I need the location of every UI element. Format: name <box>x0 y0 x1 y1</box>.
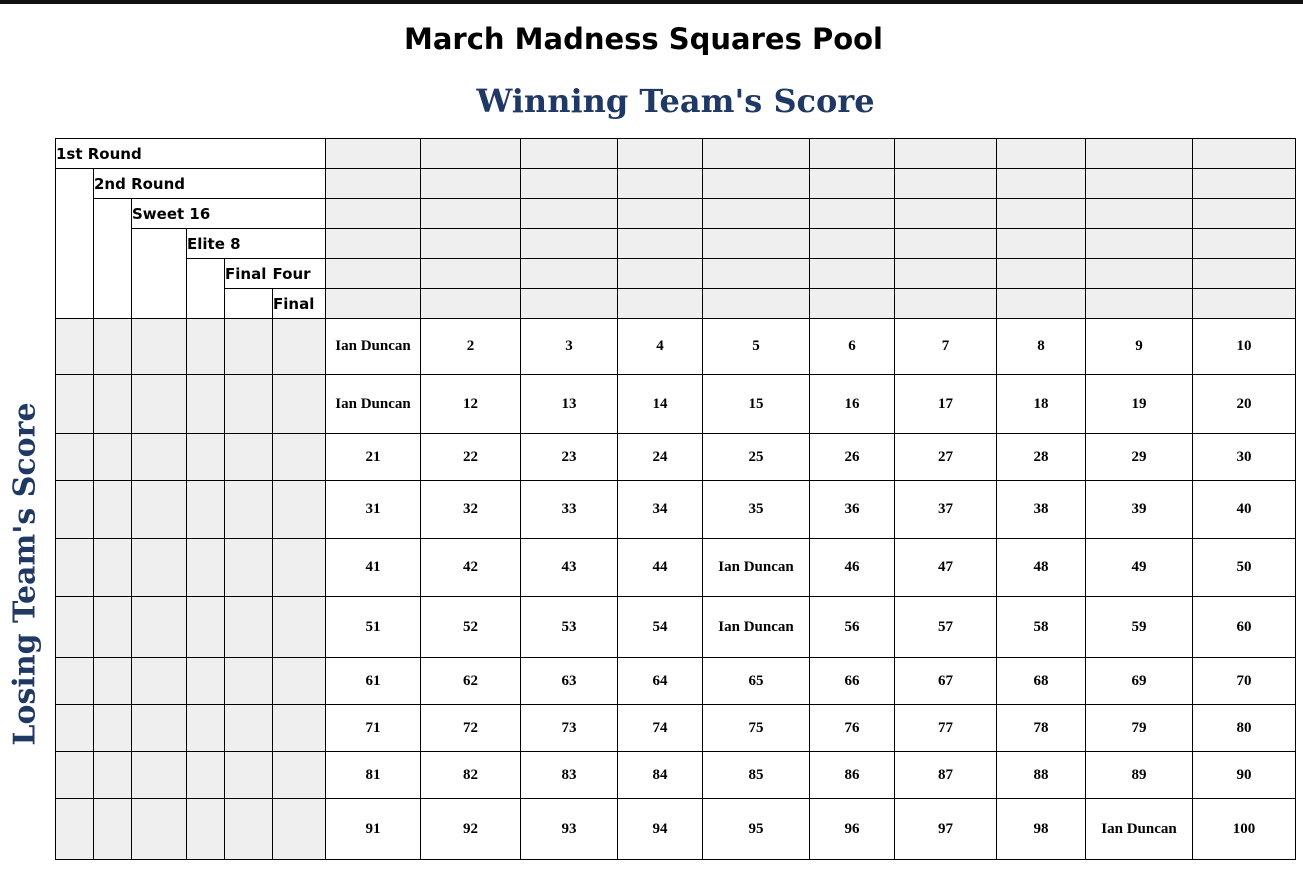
losing-digit-cell[interactable] <box>225 375 273 434</box>
square-row <box>56 319 1296 375</box>
round-indent-cell <box>187 259 225 319</box>
winning-digit-cell[interactable] <box>895 259 997 289</box>
square-cell[interactable]: 89 <box>1086 752 1193 799</box>
losing-digit-cell[interactable] <box>56 434 94 481</box>
losing-digit-cell[interactable] <box>94 799 132 860</box>
square-cell[interactable]: 76 <box>810 705 895 752</box>
losing-digit-cell[interactable] <box>187 597 225 658</box>
square-cell[interactable]: 32 <box>421 481 521 539</box>
winning-digit-cell[interactable] <box>703 199 810 229</box>
square-cell[interactable]: Ian Duncan <box>703 597 810 658</box>
winning-digit-cell[interactable] <box>521 289 618 319</box>
losing-digit-cell[interactable] <box>56 799 94 860</box>
losing-digit-cell[interactable] <box>132 658 187 705</box>
losing-digit-cell[interactable] <box>225 597 273 658</box>
losing-digit-cell[interactable] <box>56 375 94 434</box>
square-cell[interactable]: 75 <box>703 705 810 752</box>
losing-digit-cell[interactable] <box>94 375 132 434</box>
square-cell[interactable]: 38 <box>997 481 1086 539</box>
square-cell[interactable]: 84 <box>618 752 703 799</box>
winning-digit-cell[interactable] <box>1086 199 1193 229</box>
winning-digit-cell[interactable] <box>326 229 421 259</box>
losing-digit-cell[interactable] <box>225 434 273 481</box>
square-cell[interactable]: 49 <box>1086 539 1193 597</box>
losing-digit-cell[interactable] <box>56 705 94 752</box>
losing-digit-cell[interactable] <box>56 481 94 539</box>
losing-digit-cell[interactable] <box>225 319 273 375</box>
square-cell[interactable]: Ian Duncan <box>326 319 421 375</box>
losing-digit-cell[interactable] <box>273 481 326 539</box>
square-cell[interactable]: 91 <box>326 799 421 860</box>
square-cell[interactable]: 72 <box>421 705 521 752</box>
winning-digit-cell[interactable] <box>997 259 1086 289</box>
losing-digit-cell[interactable] <box>273 658 326 705</box>
square-row <box>56 658 1296 705</box>
winning-digit-cell[interactable] <box>521 139 618 169</box>
window-top-border <box>0 0 1303 4</box>
losing-digit-cell[interactable] <box>187 799 225 860</box>
winning-digit-cell[interactable] <box>810 199 895 229</box>
losing-digit-cell[interactable] <box>132 539 187 597</box>
square-cell[interactable]: 36 <box>810 481 895 539</box>
square-cell[interactable]: 94 <box>618 799 703 860</box>
losing-digit-cell[interactable] <box>273 375 326 434</box>
square-cell[interactable]: 20 <box>1193 375 1296 434</box>
losing-digit-cell[interactable] <box>187 434 225 481</box>
square-cell[interactable]: 57 <box>895 597 997 658</box>
square-cell[interactable]: 65 <box>703 658 810 705</box>
square-cell[interactable]: 9 <box>1086 319 1193 375</box>
square-cell[interactable]: 34 <box>618 481 703 539</box>
square-cell[interactable]: 14 <box>618 375 703 434</box>
square-cell[interactable]: Ian Duncan <box>1086 799 1193 860</box>
square-cell[interactable]: 51 <box>326 597 421 658</box>
winning-digit-cell[interactable] <box>997 289 1086 319</box>
square-cell[interactable]: 100 <box>1193 799 1296 860</box>
square-cell[interactable]: 27 <box>895 434 997 481</box>
square-row <box>56 539 1296 597</box>
square-cell[interactable]: 25 <box>703 434 810 481</box>
losing-digit-cell[interactable] <box>187 752 225 799</box>
winning-digit-cell[interactable] <box>895 139 997 169</box>
square-cell[interactable]: 40 <box>1193 481 1296 539</box>
square-row <box>56 597 1296 658</box>
round-label: Sweet 16 <box>132 199 326 229</box>
square-cell[interactable]: 54 <box>618 597 703 658</box>
winning-score-axis-label: Winning Team's Score <box>476 82 875 120</box>
winning-digit-cell[interactable] <box>810 229 895 259</box>
square-cell[interactable]: 16 <box>810 375 895 434</box>
square-cell[interactable]: 64 <box>618 658 703 705</box>
losing-digit-cell[interactable] <box>187 375 225 434</box>
losing-digit-cell[interactable] <box>187 319 225 375</box>
losing-digit-cell[interactable] <box>187 539 225 597</box>
square-cell[interactable]: 13 <box>521 375 618 434</box>
winning-digit-cell[interactable] <box>1086 259 1193 289</box>
square-cell[interactable]: 60 <box>1193 597 1296 658</box>
square-cell[interactable]: 33 <box>521 481 618 539</box>
winning-digit-cell[interactable] <box>1193 139 1296 169</box>
winning-digit-cell[interactable] <box>421 139 521 169</box>
square-cell[interactable]: 52 <box>421 597 521 658</box>
winning-digit-cell[interactable] <box>997 139 1086 169</box>
losing-digit-cell[interactable] <box>94 434 132 481</box>
square-cell[interactable]: 92 <box>421 799 521 860</box>
losing-digit-cell[interactable] <box>94 539 132 597</box>
square-cell[interactable]: 2 <box>421 319 521 375</box>
round-label: Final <box>225 259 273 289</box>
losing-digit-cell[interactable] <box>56 658 94 705</box>
square-rows <box>56 319 1296 860</box>
winning-digit-cell[interactable] <box>895 229 997 259</box>
winning-digit-cell[interactable] <box>997 169 1086 199</box>
square-cell[interactable]: 29 <box>1086 434 1193 481</box>
square-cell[interactable]: 59 <box>1086 597 1193 658</box>
losing-digit-cell[interactable] <box>94 658 132 705</box>
square-cell[interactable]: 61 <box>326 658 421 705</box>
square-cell[interactable]: 85 <box>703 752 810 799</box>
square-cell[interactable]: 3 <box>521 319 618 375</box>
winning-digit-cell[interactable] <box>703 289 810 319</box>
square-cell[interactable]: 90 <box>1193 752 1296 799</box>
winning-digit-cell[interactable] <box>703 169 810 199</box>
winning-digit-cell[interactable] <box>997 199 1086 229</box>
losing-digit-cell[interactable] <box>225 658 273 705</box>
square-cell[interactable]: 66 <box>810 658 895 705</box>
square-cell[interactable]: 68 <box>997 658 1086 705</box>
winning-digit-cell[interactable] <box>1193 289 1296 319</box>
square-cell[interactable]: 69 <box>1086 658 1193 705</box>
losing-digit-cell[interactable] <box>56 752 94 799</box>
square-cell[interactable]: 86 <box>810 752 895 799</box>
winning-digit-cell[interactable] <box>521 169 618 199</box>
square-cell[interactable]: 62 <box>421 658 521 705</box>
square-row <box>56 434 1296 481</box>
losing-digit-cell[interactable] <box>225 481 273 539</box>
square-cell[interactable]: 87 <box>895 752 997 799</box>
losing-digit-cell[interactable] <box>273 319 326 375</box>
square-cell[interactable]: 67 <box>895 658 997 705</box>
round-indent-cell <box>94 199 132 319</box>
square-cell[interactable]: 39 <box>1086 481 1193 539</box>
round-label: Four <box>273 259 326 289</box>
square-cell[interactable]: 44 <box>618 539 703 597</box>
round-header-row <box>56 199 1296 229</box>
square-cell[interactable]: 83 <box>521 752 618 799</box>
losing-digit-cell[interactable] <box>225 705 273 752</box>
winning-digit-cell[interactable] <box>421 199 521 229</box>
winning-digit-cell[interactable] <box>618 169 703 199</box>
winning-digit-cell[interactable] <box>810 289 895 319</box>
square-cell[interactable]: 15 <box>703 375 810 434</box>
square-cell[interactable]: 24 <box>618 434 703 481</box>
square-cell[interactable]: 30 <box>1193 434 1296 481</box>
winning-digit-cell[interactable] <box>895 289 997 319</box>
square-cell[interactable]: 41 <box>326 539 421 597</box>
losing-score-axis-label: Losing Team's Score <box>7 402 43 746</box>
square-cell[interactable]: 79 <box>1086 705 1193 752</box>
square-cell[interactable]: 7 <box>895 319 997 375</box>
losing-digit-cell[interactable] <box>225 799 273 860</box>
losing-digit-cell[interactable] <box>94 597 132 658</box>
winning-digit-cell[interactable] <box>1086 229 1193 259</box>
square-cell[interactable]: 50 <box>1193 539 1296 597</box>
square-cell[interactable]: 17 <box>895 375 997 434</box>
losing-digit-cell[interactable] <box>94 705 132 752</box>
square-cell[interactable]: 71 <box>326 705 421 752</box>
losing-digit-cell[interactable] <box>132 319 187 375</box>
winning-digit-cell[interactable] <box>326 199 421 229</box>
losing-digit-cell[interactable] <box>132 799 187 860</box>
square-cell[interactable]: Ian Duncan <box>326 375 421 434</box>
square-cell[interactable]: 6 <box>810 319 895 375</box>
losing-digit-cell[interactable] <box>94 481 132 539</box>
square-cell[interactable]: 5 <box>703 319 810 375</box>
round-header-row <box>56 139 1296 169</box>
losing-digit-cell[interactable] <box>56 597 94 658</box>
winning-digit-cell[interactable] <box>421 289 521 319</box>
winning-digit-cell[interactable] <box>521 199 618 229</box>
square-cell[interactable]: 74 <box>618 705 703 752</box>
round-header-row <box>56 169 1296 199</box>
round-header-row <box>56 289 1296 319</box>
losing-digit-cell[interactable] <box>132 481 187 539</box>
winning-digit-cell[interactable] <box>618 229 703 259</box>
square-cell[interactable]: 4 <box>618 319 703 375</box>
square-row <box>56 752 1296 799</box>
winning-digit-cell[interactable] <box>703 139 810 169</box>
square-cell[interactable]: 47 <box>895 539 997 597</box>
losing-digit-cell[interactable] <box>273 752 326 799</box>
round-indent-cell <box>132 229 187 319</box>
square-cell[interactable]: 28 <box>997 434 1086 481</box>
square-cell[interactable]: 81 <box>326 752 421 799</box>
square-cell[interactable]: 56 <box>810 597 895 658</box>
square-cell[interactable]: 22 <box>421 434 521 481</box>
square-row <box>56 481 1296 539</box>
losing-digit-cell[interactable] <box>56 539 94 597</box>
round-label: Final <box>273 289 326 319</box>
losing-digit-cell[interactable] <box>132 705 187 752</box>
losing-digit-cell[interactable] <box>273 539 326 597</box>
page-title: March Madness Squares Pool <box>403 22 883 56</box>
square-cell[interactable]: 70 <box>1193 658 1296 705</box>
winning-digit-cell[interactable] <box>703 229 810 259</box>
square-cell[interactable]: Ian Duncan <box>703 539 810 597</box>
square-cell[interactable]: 8 <box>997 319 1086 375</box>
losing-digit-cell[interactable] <box>273 434 326 481</box>
square-cell[interactable]: 77 <box>895 705 997 752</box>
square-cell[interactable]: 80 <box>1193 705 1296 752</box>
squares-grid <box>55 138 1296 860</box>
winning-digit-cell[interactable] <box>521 229 618 259</box>
winning-digit-cell[interactable] <box>421 229 521 259</box>
square-cell[interactable]: 12 <box>421 375 521 434</box>
winning-digit-cell[interactable] <box>1086 289 1193 319</box>
square-row <box>56 375 1296 434</box>
losing-digit-cell[interactable] <box>132 375 187 434</box>
square-cell[interactable]: 63 <box>521 658 618 705</box>
square-cell[interactable]: 73 <box>521 705 618 752</box>
square-cell[interactable]: 98 <box>997 799 1086 860</box>
losing-digit-cell[interactable] <box>273 799 326 860</box>
winning-digit-cell[interactable] <box>1193 229 1296 259</box>
square-row <box>56 799 1296 860</box>
winning-digit-cell[interactable] <box>895 169 997 199</box>
winning-digit-cell[interactable] <box>326 169 421 199</box>
square-cell[interactable]: 82 <box>421 752 521 799</box>
losing-digit-cell[interactable] <box>132 597 187 658</box>
round-indent-cell <box>56 169 94 319</box>
losing-digit-cell[interactable] <box>187 481 225 539</box>
winning-digit-cell[interactable] <box>618 259 703 289</box>
winning-digit-cell[interactable] <box>618 199 703 229</box>
square-cell[interactable]: 21 <box>326 434 421 481</box>
losing-digit-cell[interactable] <box>273 597 326 658</box>
square-cell[interactable]: 97 <box>895 799 997 860</box>
round-label: Elite 8 <box>187 229 326 259</box>
square-cell[interactable]: 10 <box>1193 319 1296 375</box>
winning-digit-cell[interactable] <box>1193 199 1296 229</box>
square-cell[interactable]: 46 <box>810 539 895 597</box>
losing-digit-cell[interactable] <box>187 658 225 705</box>
square-cell[interactable]: 19 <box>1086 375 1193 434</box>
losing-digit-cell[interactable] <box>56 319 94 375</box>
square-cell[interactable]: 26 <box>810 434 895 481</box>
square-cell[interactable]: 37 <box>895 481 997 539</box>
square-row <box>56 705 1296 752</box>
square-cell[interactable]: 43 <box>521 539 618 597</box>
winning-digit-cell[interactable] <box>326 289 421 319</box>
round-indent-cell <box>225 289 273 319</box>
losing-digit-cell[interactable] <box>273 705 326 752</box>
winning-digit-cell[interactable] <box>703 259 810 289</box>
winning-digit-cell[interactable] <box>1193 169 1296 199</box>
winning-digit-cell[interactable] <box>1086 169 1193 199</box>
losing-digit-cell[interactable] <box>94 752 132 799</box>
winning-digit-cell[interactable] <box>326 259 421 289</box>
square-cell[interactable]: 95 <box>703 799 810 860</box>
square-cell[interactable]: 58 <box>997 597 1086 658</box>
winning-digit-cell[interactable] <box>421 169 521 199</box>
square-cell[interactable]: 42 <box>421 539 521 597</box>
winning-digit-cell[interactable] <box>521 259 618 289</box>
winning-digit-cell[interactable] <box>895 199 997 229</box>
square-cell[interactable]: 18 <box>997 375 1086 434</box>
square-cell[interactable]: 48 <box>997 539 1086 597</box>
round-header-row <box>56 259 1296 289</box>
losing-digit-cell[interactable] <box>225 752 273 799</box>
square-cell[interactable]: 35 <box>703 481 810 539</box>
losing-digit-cell[interactable] <box>132 752 187 799</box>
losing-digit-cell[interactable] <box>225 539 273 597</box>
square-cell[interactable]: 78 <box>997 705 1086 752</box>
square-cell[interactable]: 53 <box>521 597 618 658</box>
losing-digit-cell[interactable] <box>132 434 187 481</box>
winning-digit-cell[interactable] <box>810 259 895 289</box>
winning-digit-cell[interactable] <box>618 139 703 169</box>
losing-digit-cell[interactable] <box>187 705 225 752</box>
square-cell[interactable]: 96 <box>810 799 895 860</box>
round-label: 1st Round <box>56 139 326 169</box>
square-cell[interactable]: 88 <box>997 752 1086 799</box>
winning-digit-cell[interactable] <box>1193 259 1296 289</box>
winning-digit-cell[interactable] <box>326 139 421 169</box>
winning-digit-cell[interactable] <box>421 259 521 289</box>
losing-digit-cell[interactable] <box>94 319 132 375</box>
winning-digit-cell[interactable] <box>810 169 895 199</box>
round-header-row <box>56 229 1296 259</box>
square-cell[interactable]: 23 <box>521 434 618 481</box>
winning-digit-cell[interactable] <box>810 139 895 169</box>
square-cell[interactable]: 31 <box>326 481 421 539</box>
winning-digit-cell[interactable] <box>618 289 703 319</box>
square-cell[interactable]: 93 <box>521 799 618 860</box>
round-label: 2nd Round <box>94 169 326 199</box>
winning-digit-cell[interactable] <box>1086 139 1193 169</box>
winning-digit-cell[interactable] <box>997 229 1086 259</box>
